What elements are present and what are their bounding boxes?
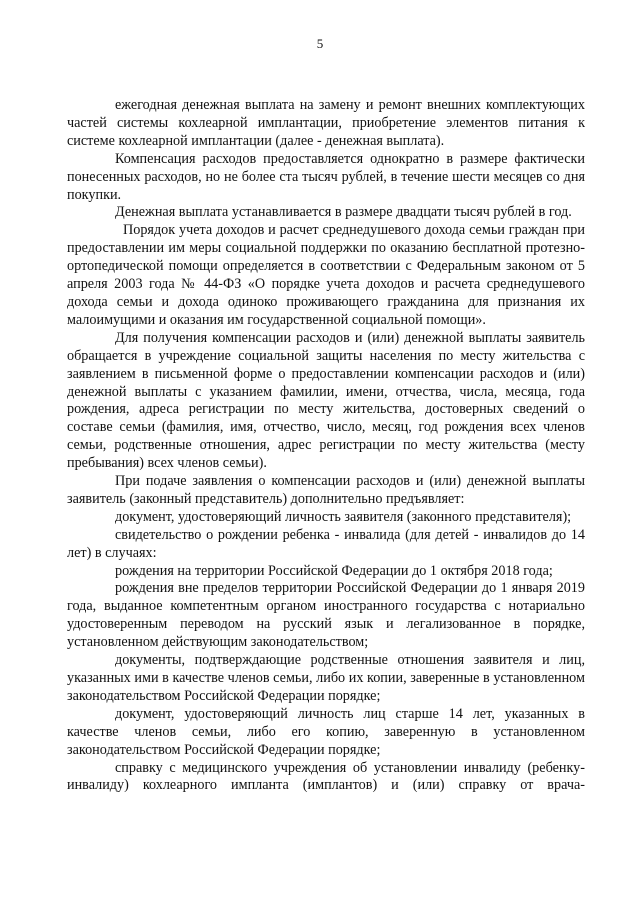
list-item-family-member-id: документ, удостоверяющий личность лиц старше 14 лет, указанных в качестве членов семьи, либо его копию, заверенную в установленном законодательством Российской Федерации порядке; [67, 705, 585, 758]
list-item-birth-certificate: свидетельство о рождении ребенка - инвалида (для детей - инвалидов до 14 лет) в случаях: [67, 526, 585, 561]
list-item-birth-abroad: рождения вне пределов территории Российской Федерации до 1 января 2019 года, выданное компетентным органом иностранного государства с нотариально удостоверенным переводом на русский язык и легализованное в порядке, установленном действующим законодательством; [67, 580, 585, 651]
paragraph-payment-description: ежегодная денежная выплата на замену и ремонт внешних комплектующих частей системы кохлеарной имплантации, приобретение элементов питания к системе кохлеарной имплантации (далее - денежная выплата). [67, 97, 585, 149]
paragraph-payment-amount: Денежная выплата устанавливается в размере двадцати тысяч рублей в год. [115, 204, 572, 221]
paragraph-income-calculation: Порядок учета доходов и расчет среднедушевого дохода семьи граждан при предоставлении им меры социальной поддержки по оказанию бесплатной протезно-ортопедической помощи определяется в соответствии с Федеральным законом от 5 апреля 2003 года № 44-ФЗ «О порядке учета доходов и расчета среднедушевого дохода семьи и дохода одиноко проживающего гражданина для признания их малоимущими и оказания им государственной социальной помощи». [67, 222, 585, 328]
paragraph-additional-documents-intro: При подаче заявления о компенсации расходов и (или) денежной выплаты заявитель (законный представитель) дополнительно предъявляет: [67, 473, 585, 507]
paragraph-compensation-amount: Компенсация расходов предоставляется однократно в размере фактически понесенных расходов, но не более ста тысяч рублей, в течение шести месяцев со дня покупки. [67, 150, 585, 203]
list-item-kinship-documents: документы, подтверждающие родственные отношения заявителя и лиц, указанных ими в качестве членов семьи, либо их копии, заверенные в установленном законодательством Российской Федерации порядке; [67, 652, 585, 704]
list-item-medical-certificate: справку с медицинского учреждения об установлении инвалиду (ребенку-инвалиду) кохлеарного импланта (имплантов) и (или) справку от врача- [67, 759, 585, 794]
document-body [67, 97, 585, 795]
page-number: 5 [316, 36, 324, 51]
paragraph-application-procedure: Для получения компенсации расходов и (или) денежной выплаты заявитель обращается в учреждение социальной защиты населения по месту жительства с заявлением в письменной форме о предоставлении компенсации расходов и (или) денежной выплаты с указанием фамилии, имени, отчества, числа, месяца, года рождения, адреса регистрации по месту жительства, достоверных сведений о составе семьи (фамилия, имя, отчество, число, месяц, год рождения всех членов семьи, родственные отношения, адрес регистрации по месту жительства (месту пребывания) всех членов семьи). [67, 329, 585, 472]
list-item-applicant-id: документ, удостоверяющий личность заявителя (законного представителя); [115, 508, 572, 525]
list-item-birth-in-russia: рождения на территории Российской Федерации до 1 октября 2018 года; [115, 562, 553, 579]
